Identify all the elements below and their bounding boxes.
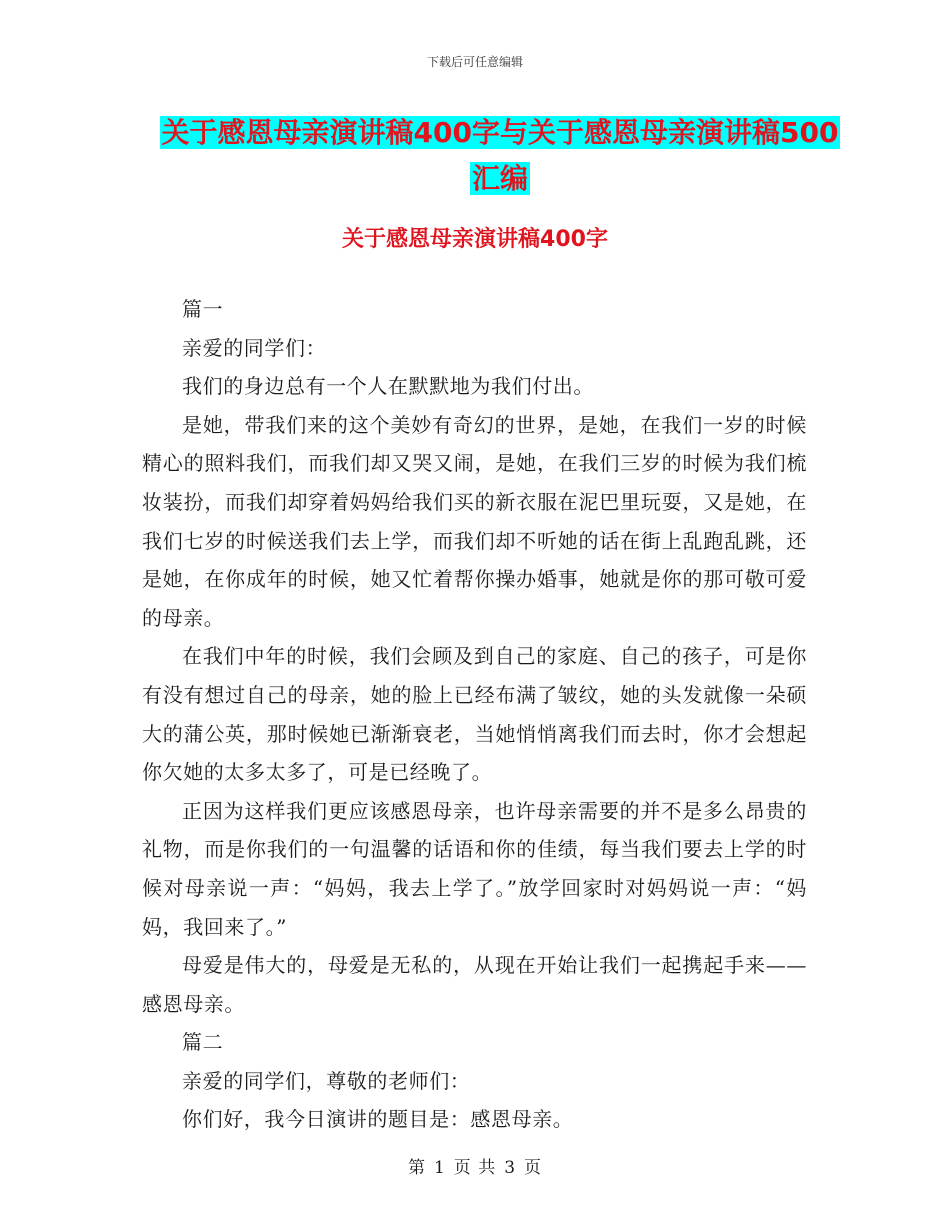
paragraph: 亲爱的同学们，尊敬的老师们：	[182, 1068, 471, 1093]
header-note: 下载后可任意编辑	[426, 55, 523, 69]
document-body	[142, 290, 807, 1139]
footer-suffix: 页	[524, 1158, 543, 1178]
page-footer	[0, 1153, 950, 1178]
paragraph: 亲爱的同学们：	[182, 335, 327, 360]
document-title-line1: 关于感恩母亲演讲稿400字与关于感恩母亲演讲稿500	[161, 116, 839, 149]
section-title: 关于感恩母亲演讲稿400字	[342, 227, 608, 252]
paragraph: 你们好，我今日演讲的题目是：感恩母亲。	[182, 1107, 574, 1132]
footer-middle: 页 共	[453, 1158, 497, 1178]
paragraph: 正因为这样我们更应该感恩母亲，也许母亲需要的并不是多么昂贵的礼物，而是你我们的一句温馨的话语和你的佳绩，每当我们要去上学的时候对母亲说一声：“妈妈，我去上学了。”放学回家时对妈妈说一声：“妈妈，我回来了。”	[142, 798, 807, 939]
paragraph: 在我们中年的时候，我们会顾及到自己的家庭、自己的孩子，可是你有没有想过自己的母亲，她的脸上已经布满了皱纹，她的头发就像一朵硕大的蒲公英，那时候她已渐渐衰老，当她悄悄离我们而去时，你才会想起你欠她的太多太多了，可是已经晚了。	[142, 644, 807, 785]
footer-page-number: 1	[433, 1158, 446, 1178]
footer-total-pages: 3	[504, 1158, 517, 1178]
paragraph: 母爱是伟大的，母爱是无私的，从现在开始让我们一起携起手来——感恩母亲。	[142, 953, 807, 1016]
footer-prefix: 第	[407, 1158, 426, 1178]
paragraph: 我们的身边总有一个人在默默地为我们付出。	[182, 374, 594, 399]
paragraph: 是她，带我们来的这个美妙有奇幻的世界，是她，在我们一岁的时候精心的照料我们，而我们却又哭又闹，是她，在我们三岁的时候为我们梳妆装扮，而我们却穿着妈妈给我们买的新衣服在泥巴里玩耍，又是她，在我们七岁的时候送我们去上学，而我们却不听她的话在街上乱跑乱跳，还是她，在你成年的时候，她又忙着帮你操办婚事，她就是你的那可敬可爱的母亲。	[142, 412, 807, 630]
document-title-line2: 汇编	[471, 162, 528, 195]
paragraph: 篇一	[182, 297, 224, 321]
document-title	[140, 110, 860, 202]
paragraph: 篇二	[182, 1030, 224, 1055]
